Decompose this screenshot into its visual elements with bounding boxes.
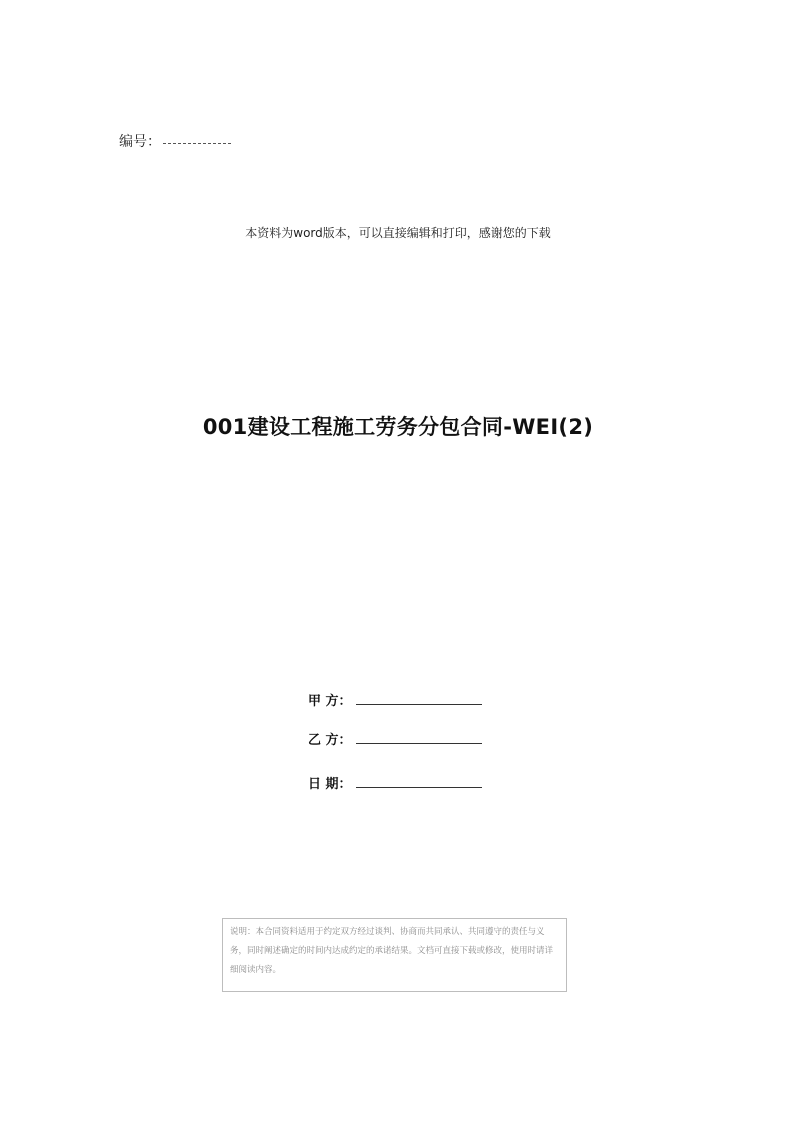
document-number: [119, 131, 231, 151]
party-b-blank: [356, 743, 482, 744]
date-row: [308, 773, 488, 793]
footer-note: 说明：本合同资料适用于约定双方经过谈判、协商而共同承认、共同遵守的责任与义务，同时阐述确定的时间内达成约定的承诺结果。文档可直接下载或修改，使用时请详细阅读内容。: [222, 918, 567, 992]
party-a-label: 甲 方：: [308, 694, 352, 709]
date-label: 日 期：: [308, 777, 352, 792]
party-a-blank: [356, 704, 482, 705]
download-notice: 本资料为word版本，可以直接编辑和打印，感谢您的下载: [245, 226, 551, 240]
document-title: 001建设工程施工劳务分包合同-WEI(2): [202, 415, 594, 439]
document-number-label: 编号：: [119, 134, 161, 150]
party-a-row: [308, 690, 488, 710]
document-number-blank: [163, 143, 231, 144]
party-b-row: [308, 729, 488, 749]
party-b-label: 乙 方：: [308, 733, 352, 748]
date-blank: [356, 787, 482, 788]
